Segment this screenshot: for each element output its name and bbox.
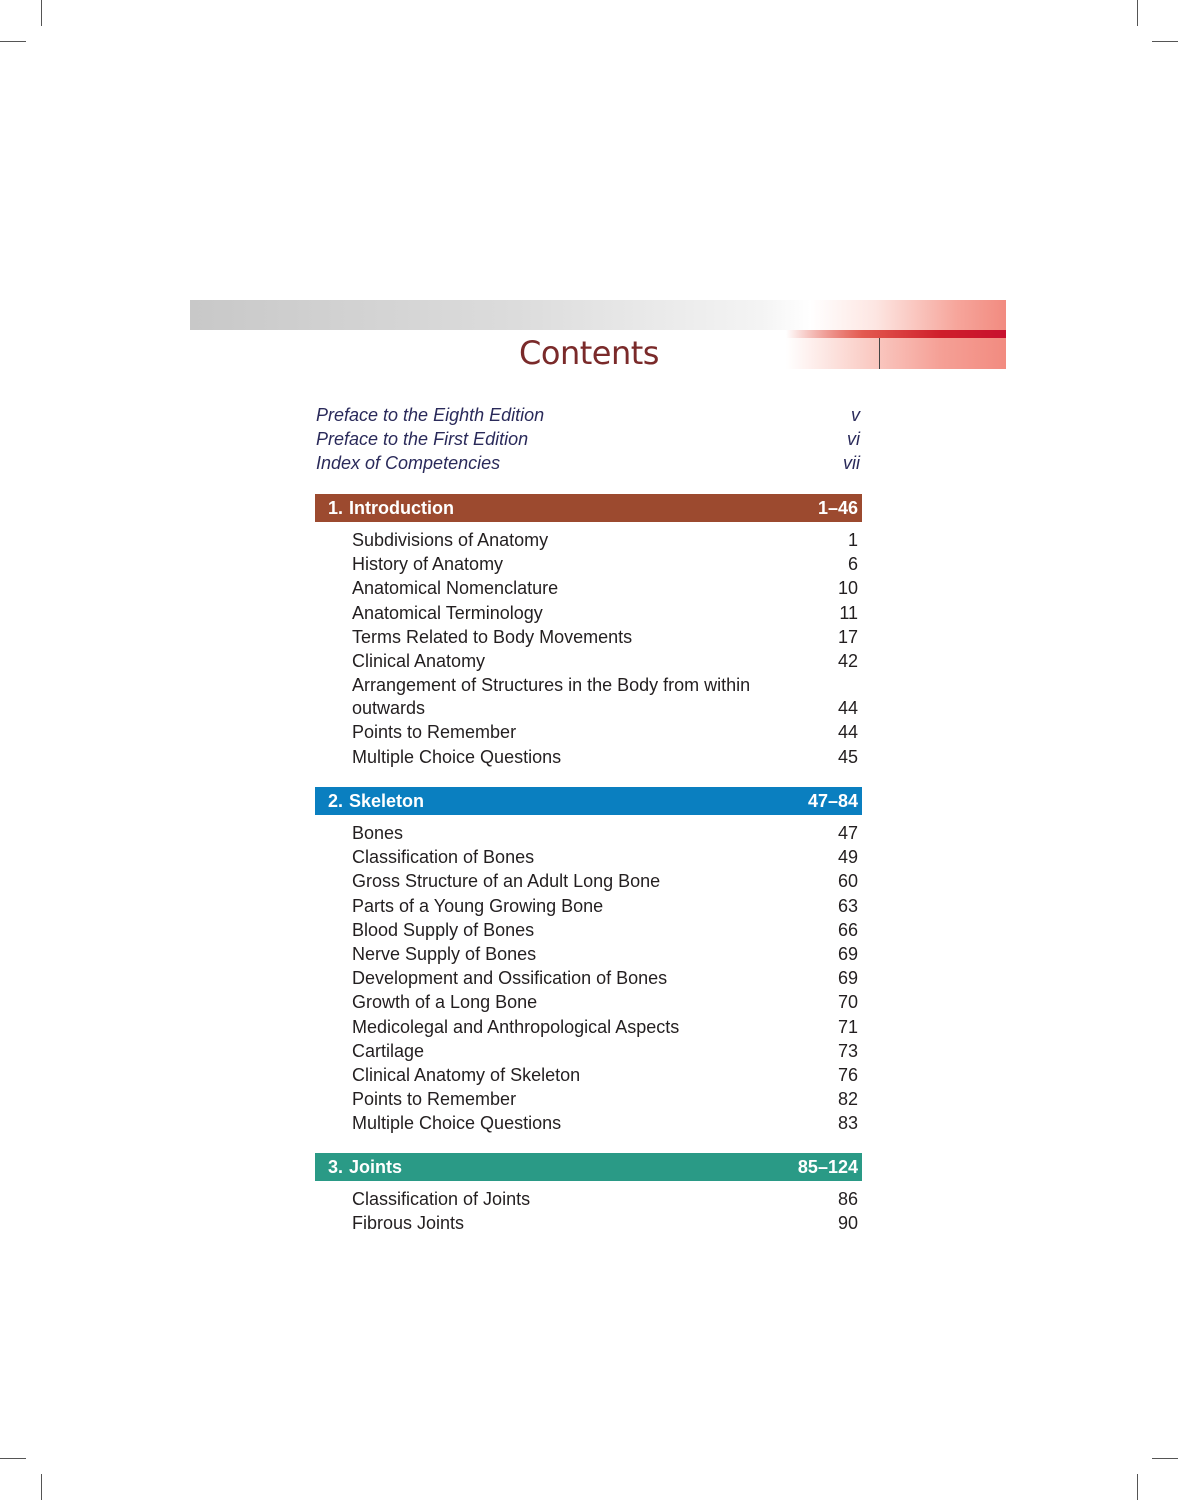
toc-entry-page: 47 xyxy=(837,823,858,843)
toc-entry-page: 49 xyxy=(837,847,858,868)
toc-entry[interactable] xyxy=(352,991,858,1014)
toc-entry-page: 44 xyxy=(837,698,858,719)
toc-entry[interactable] xyxy=(352,721,858,744)
toc-entry-page: 90 xyxy=(837,1213,858,1234)
toc-entry[interactable] xyxy=(352,1212,858,1235)
toc-entry[interactable] xyxy=(352,870,858,893)
chapter-page-range: 47–84 xyxy=(807,790,858,811)
toc-entry-page: 11 xyxy=(839,602,858,623)
toc-entry-label: Growth of a Long Bone xyxy=(352,992,538,1013)
toc-entry-label: History of Anatomy xyxy=(352,554,504,575)
toc-entry-page: 86 xyxy=(837,1189,858,1209)
toc-entry-label: Clinical Anatomy of Skeleton xyxy=(352,1064,581,1085)
toc-entry-label: Gross Structure of an Adult Long Bone xyxy=(352,871,661,892)
chapter-header-joints[interactable] xyxy=(315,1153,862,1181)
toc-entry-label: Parts of a Young Growing Bone xyxy=(352,895,604,916)
chapter-entries-joints xyxy=(352,1188,858,1236)
chapter-page-range: 85–124 xyxy=(797,1156,858,1177)
crop-mark xyxy=(41,0,42,26)
toc-entry-page: 45 xyxy=(837,746,858,767)
toc-entry[interactable] xyxy=(352,1064,858,1087)
toc-entry[interactable] xyxy=(352,553,858,576)
toc-entry-label: Terms Related to Body Movements xyxy=(352,626,633,647)
crop-mark xyxy=(41,1474,42,1500)
toc-entry[interactable] xyxy=(352,1088,858,1111)
toc-entry-label: Nerve Supply of Bones xyxy=(352,943,537,964)
toc-entry[interactable] xyxy=(352,846,858,869)
chapter-title: Joints xyxy=(349,1156,403,1177)
page-title: Contents xyxy=(519,334,659,372)
chapter-number: 3. xyxy=(328,1156,344,1177)
chapter-number: 1. xyxy=(328,497,344,518)
chapter-header-introduction[interactable] xyxy=(315,494,862,522)
toc-entry-page: 82 xyxy=(837,1089,858,1110)
toc-entry-page: 83 xyxy=(837,1113,858,1134)
front-matter-label: Preface to the First Edition xyxy=(316,429,529,449)
toc-entry-label: Fibrous Joints xyxy=(352,1213,465,1234)
toc-entry-page: 42 xyxy=(837,650,858,671)
toc-entry-label: Classification of Joints xyxy=(352,1189,531,1209)
toc-entry-label: Arrangement of Structures in the Body from within outwards xyxy=(352,675,751,719)
toc-entry-label: Development and Ossification of Bones xyxy=(352,968,668,989)
toc-entry[interactable] xyxy=(352,1188,858,1211)
toc-entry-label: Multiple Choice Questions xyxy=(352,746,562,767)
crop-mark xyxy=(1152,1458,1178,1459)
toc-entry-page: 73 xyxy=(837,1040,858,1061)
toc-entry[interactable] xyxy=(352,577,858,600)
toc-entry-label: Cartilage xyxy=(352,1040,425,1061)
toc-entry[interactable] xyxy=(352,1040,858,1063)
toc-entry-label: Points to Remember xyxy=(352,722,517,743)
toc-entry-page: 60 xyxy=(837,871,858,892)
toc-entry-page: 63 xyxy=(837,895,858,916)
toc-entry-page: 69 xyxy=(837,943,858,964)
toc-entry-label: Blood Supply of Bones xyxy=(352,919,535,940)
toc-entry-page: 76 xyxy=(837,1064,858,1085)
toc-entry[interactable] xyxy=(352,967,858,990)
toc-entry-page: 69 xyxy=(837,968,858,989)
toc-entry-label: Anatomical Terminology xyxy=(352,602,543,623)
toc-entry-page: 10 xyxy=(837,578,858,599)
front-matter-page: v xyxy=(851,405,860,425)
toc-entry-page: 44 xyxy=(837,722,858,743)
front-matter-item[interactable] xyxy=(316,403,860,427)
toc-entry-label: Clinical Anatomy xyxy=(352,650,486,671)
chapter-number: 2. xyxy=(328,790,344,811)
toc-entry[interactable] xyxy=(352,746,858,769)
front-matter-label: Preface to the Eighth Edition xyxy=(316,405,545,425)
toc-entry-page: 6 xyxy=(847,554,858,575)
chapter-header-skeleton[interactable] xyxy=(315,787,862,815)
toc-entry-page: 1 xyxy=(847,530,858,550)
toc-entry[interactable] xyxy=(352,1112,858,1135)
toc-entry-page: 70 xyxy=(837,992,858,1013)
toc-entry-label: Multiple Choice Questions xyxy=(352,1113,562,1134)
front-matter-list xyxy=(316,403,860,475)
toc-entry-page: 66 xyxy=(837,919,858,940)
toc-entry-label: Classification of Bones xyxy=(352,847,535,868)
toc-entry[interactable] xyxy=(352,943,858,966)
toc-entry[interactable] xyxy=(352,602,858,625)
crop-mark xyxy=(1137,1474,1138,1500)
toc-entry[interactable] xyxy=(352,650,858,673)
crop-mark xyxy=(0,1458,26,1459)
toc-entry-label: Anatomical Nomenclature xyxy=(352,578,559,599)
toc-entry[interactable] xyxy=(352,674,858,720)
toc-entry[interactable] xyxy=(352,626,858,649)
header-band xyxy=(190,300,1006,330)
chapter-entries-introduction xyxy=(352,529,858,770)
crop-mark xyxy=(1137,0,1138,26)
toc-entry-page: 17 xyxy=(837,626,858,647)
front-matter-item[interactable] xyxy=(316,451,860,475)
toc-entry-label: Subdivisions of Anatomy xyxy=(352,530,549,550)
toc-entry-label: Medicolegal and Anthropological Aspects xyxy=(352,1016,680,1037)
front-matter-label: Index of Competencies xyxy=(316,453,501,473)
crop-mark xyxy=(1152,41,1178,42)
front-matter-page: vii xyxy=(843,453,860,473)
toc-entry-label: Bones xyxy=(352,823,404,843)
toc-entry[interactable] xyxy=(352,895,858,918)
toc-entry-label: Points to Remember xyxy=(352,1089,517,1110)
toc-entry[interactable] xyxy=(352,1016,858,1039)
chapter-entries-skeleton xyxy=(352,822,858,1136)
toc-entry[interactable] xyxy=(352,529,858,552)
front-matter-page: vi xyxy=(847,429,860,449)
chapter-title: Skeleton xyxy=(349,790,425,811)
front-matter-item[interactable] xyxy=(316,427,860,451)
chapter-page-range: 1–46 xyxy=(817,497,858,518)
toc-entry[interactable] xyxy=(352,919,858,942)
crop-mark xyxy=(0,41,26,42)
toc-entry[interactable] xyxy=(352,822,858,845)
toc-entry-page: 71 xyxy=(837,1016,858,1037)
chapter-title: Introduction xyxy=(349,497,454,518)
